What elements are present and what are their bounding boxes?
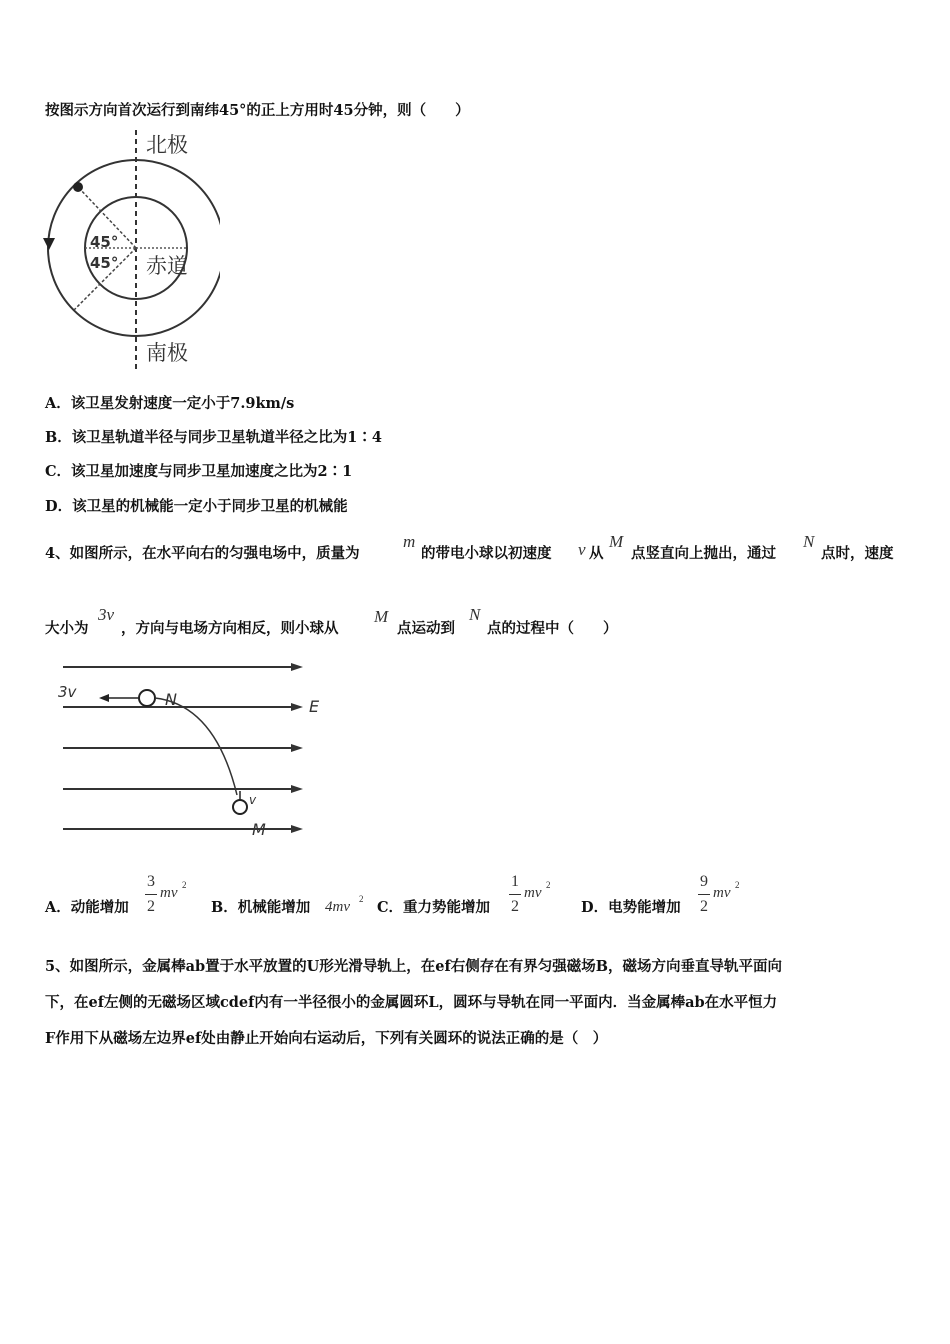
q4-option-a-label: A．动能增加 [45,899,129,916]
q4-option-c-sq: 2 [546,880,551,890]
q4-option-c-mv: mv [524,885,542,901]
q4-option-c-den: 2 [511,898,519,915]
q4-symbol-v: v [578,540,586,559]
q4-option-b-val: 4mv [325,899,350,915]
q4-option-d-num: 9 [700,873,708,890]
equator-label: 赤道 [146,254,188,278]
q3-stem-end: 按图示方向首次运行到南纬45°的正上方用时45分钟，则（ ） [45,102,470,119]
direction-arrow-icon [43,238,55,250]
satellite-dot [73,182,83,192]
label-N: N [165,690,177,709]
q4-line1-part3: 从 [589,545,604,562]
q3-orbit-figure [40,130,220,370]
q4-symbol-M: M [609,532,624,551]
q4-symbol-3v: 3v [98,605,115,624]
q4-option-a-fraction-bar [145,894,157,895]
label-M: M [252,820,266,839]
q4-symbol-M2: M [374,607,389,626]
q4-option-c-num: 1 [511,873,519,890]
label-v: v [249,793,257,807]
label-E: E [309,697,320,716]
q4-option-d-sq: 2 [735,880,740,890]
q3-option-a: A．该卫星发射速度一定小于7.9km/s [45,395,295,412]
q5-line-1: 5、如图所示，金属棒ab置于水平放置的U形光滑导轨上，在ef右侧存在有界匀强磁场B，磁场方向垂直导轨平面向 [45,958,782,975]
q4-option-c-fraction-bar [509,894,521,895]
q4-line1-part2: 的带电小球以初速度 [421,545,552,562]
q4-option-d-label: D．电势能增加 [581,899,681,916]
q4-line2-part2: ，方向与电场方向相反，则小球从 [121,620,339,637]
q4-line2-part4: 点的过程中（ ） [487,620,618,637]
q5-line-2: 下，在ef左侧的无磁场区域cdef内有一半径很小的金属圆环L，圆环与导轨在同一平面内．当金属棒ab在水平恒力 [45,994,778,1011]
q4-option-a-sq: 2 [182,880,187,890]
q4-line1-part5: 点时，速度 [821,545,894,562]
q4-symbol-N2: N [469,605,481,624]
q4-option-b-sq: 2 [359,894,364,904]
angle-label-upper: 45° [90,233,119,251]
q4-option-b-label: B．机械能增加 [211,899,311,916]
q5-line-3: F作用下从磁场左边界ef处由静止开始向右运动后，下列有关圆环的说法正确的是（ ） [45,1030,608,1047]
q4-option-a-den: 2 [147,898,155,915]
q4-option-c-label: C．重力势能增加 [377,899,491,916]
trajectory-path [155,698,237,795]
q4-symbol-N: N [803,532,815,551]
q3-option-b: B．该卫星轨道半径与同步卫星轨道半径之比为1∶4 [45,429,382,446]
q4-line1-part1: 4、如图所示，在水平向右的匀强电场中，质量为 [45,545,360,562]
north-pole-label: 北极 [146,133,188,157]
q3-option-c: C．该卫星加速度与同步卫星加速度之比为2∶1 [45,463,353,480]
ball-at-N [139,690,155,706]
south-pole-label: 南极 [146,341,188,365]
angle-label-lower: 45° [90,254,119,272]
q4-option-a-mv: mv [160,885,178,901]
q4-line2-part3: 点运动到 [397,620,455,637]
q4-option-d-mv: mv [713,885,731,901]
q4-line2-part1: 大小为 [45,620,89,637]
q4-option-d-den: 2 [700,898,708,915]
label-3v: 3v [58,683,77,701]
q4-option-a-num: 3 [147,873,155,890]
q4-symbol-m: m [403,532,416,551]
ball-at-M [233,800,247,814]
q4-option-d-fraction-bar [698,894,710,895]
q4-field-figure [55,655,335,840]
q4-line1-part4: 点竖直向上抛出，通过 [631,545,776,562]
q3-option-d: D．该卫星的机械能一定小于同步卫星的机械能 [45,498,348,515]
